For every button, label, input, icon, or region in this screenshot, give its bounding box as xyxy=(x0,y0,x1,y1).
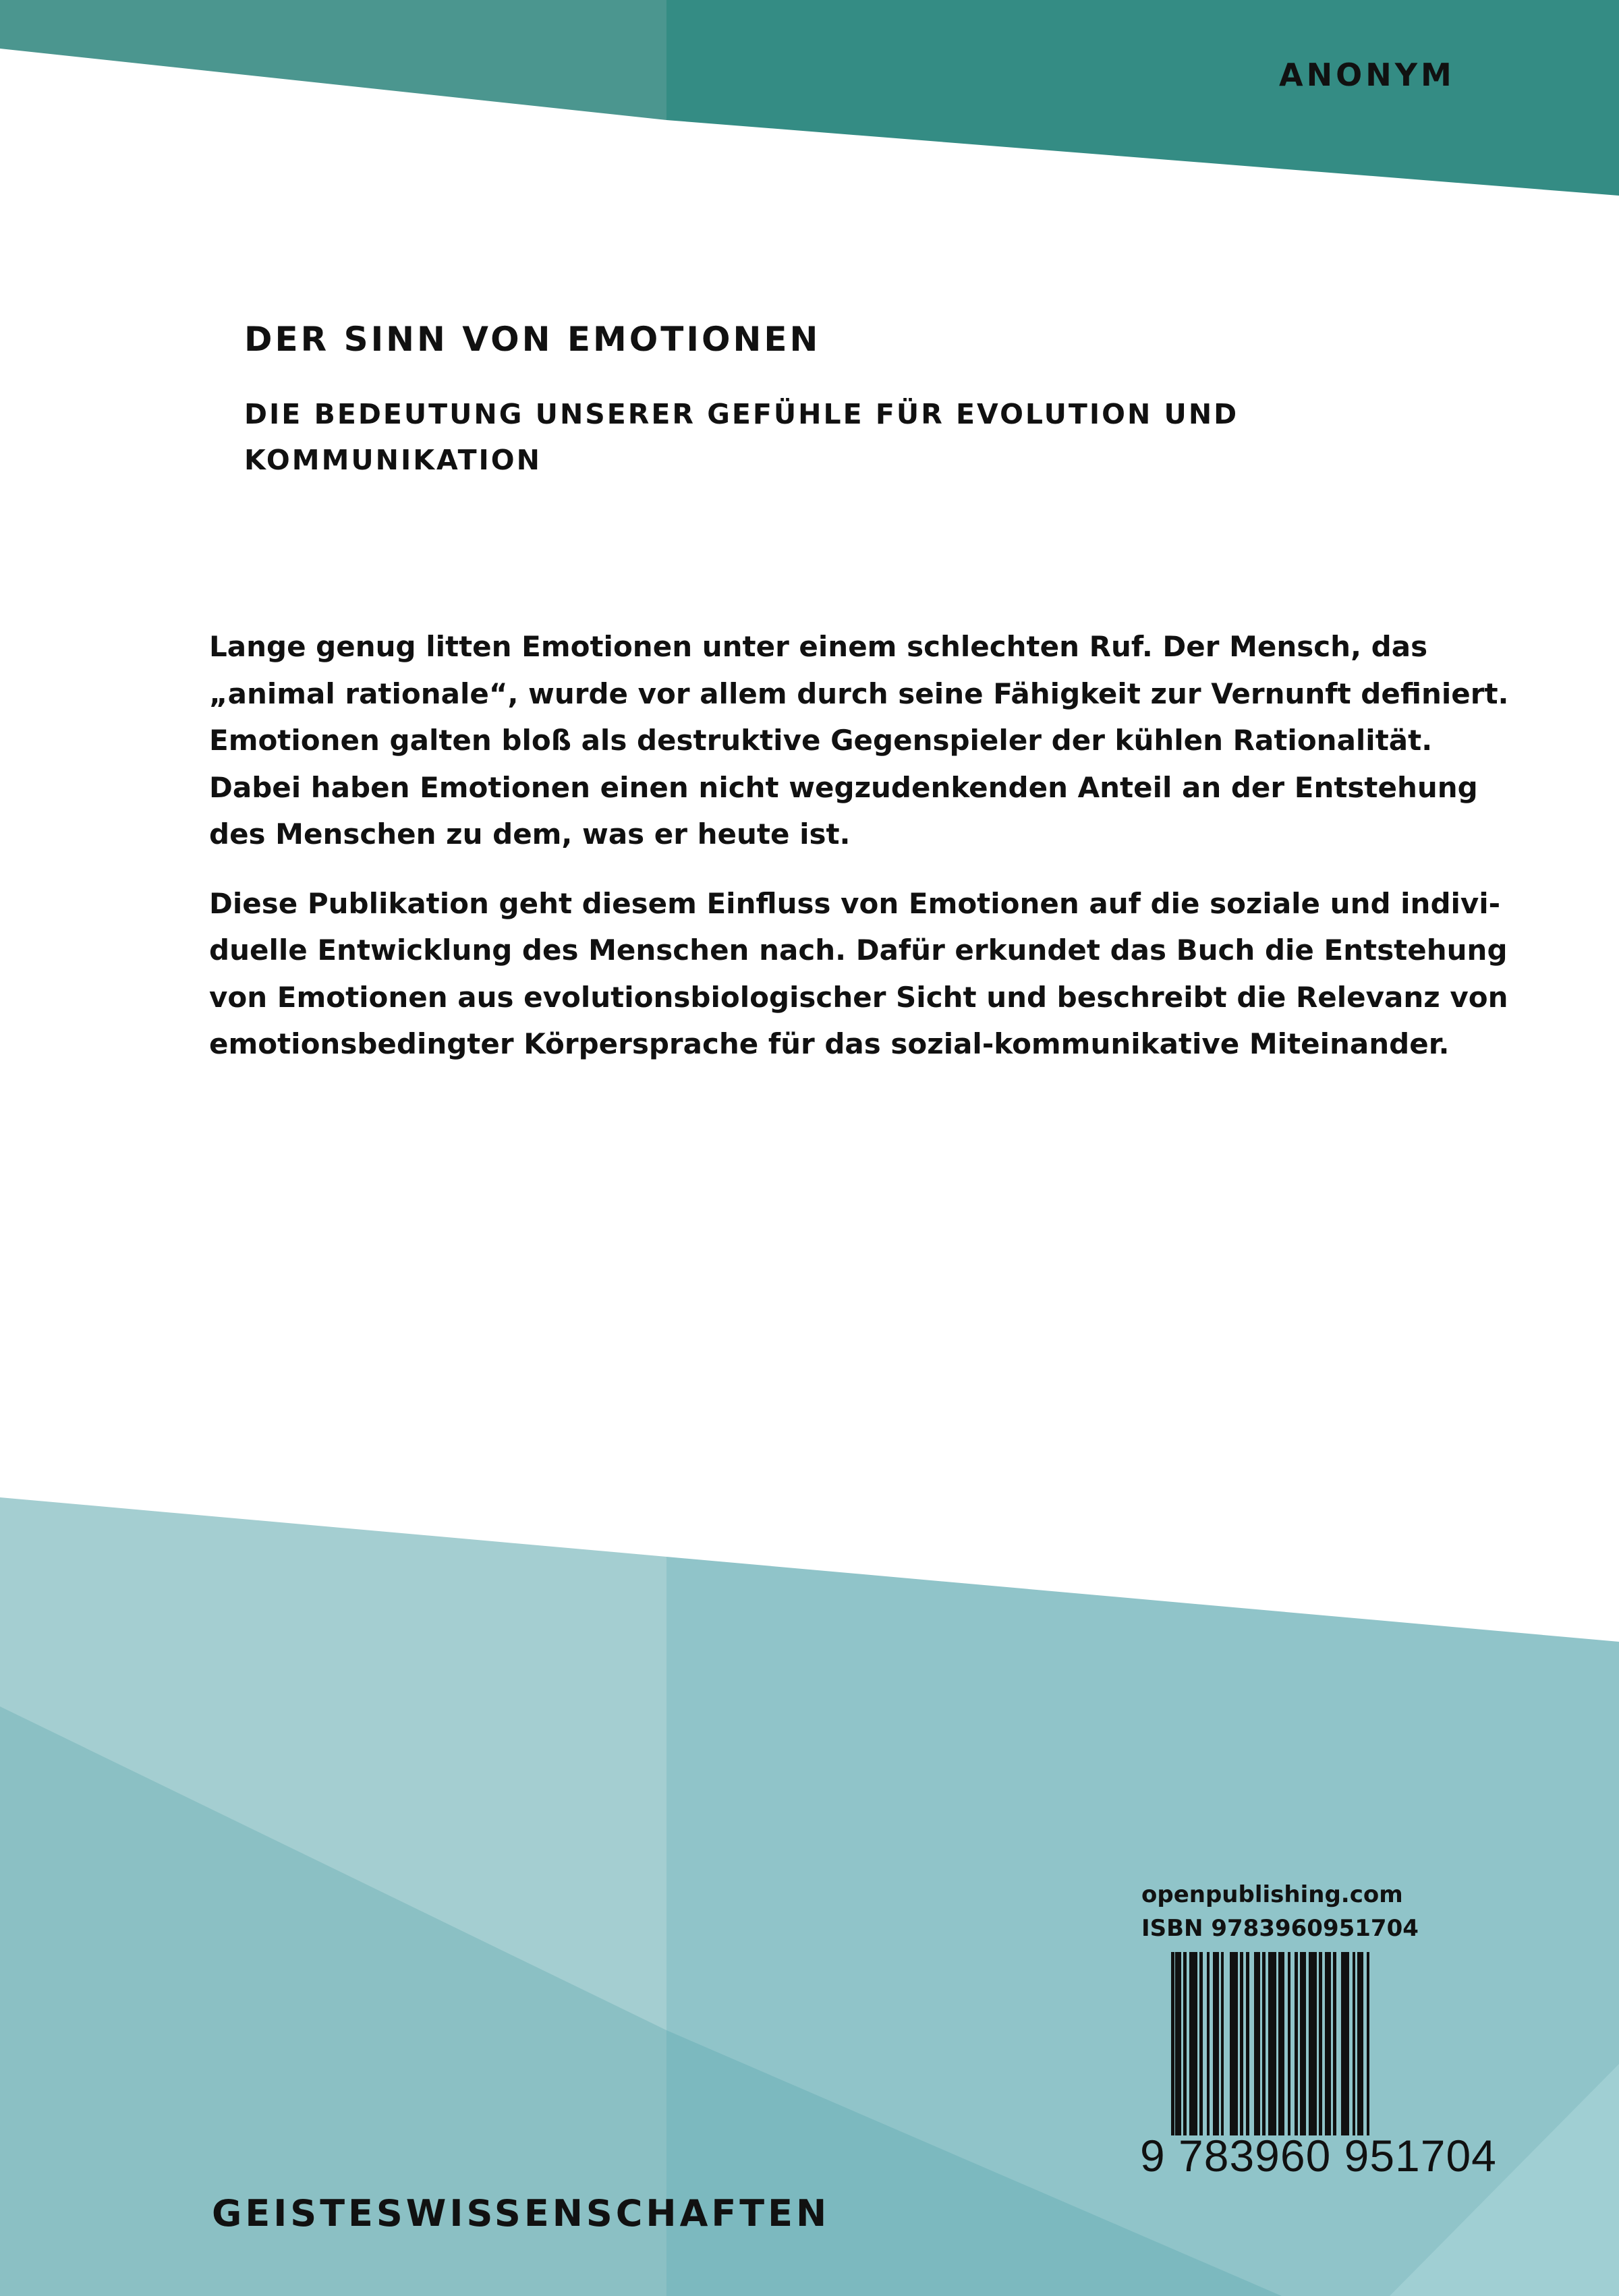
barcode-bar xyxy=(1183,1952,1187,2135)
barcode-bar xyxy=(1189,1952,1197,2135)
barcode-bar xyxy=(1341,1952,1349,2135)
barcode-bar xyxy=(1309,1952,1317,2135)
barcode-bar xyxy=(1230,1952,1238,2135)
isbn-barcode xyxy=(1171,1952,1516,2135)
book-title: DER SINN VON EMOTIONEN xyxy=(244,320,821,359)
barcode-bar xyxy=(1240,1952,1243,2135)
barcode-bar xyxy=(1295,1952,1298,2135)
blurb-line: Diese Publikation geht diesem Einfluss von Emotionen auf die soziale und indivi- xyxy=(209,886,1501,920)
barcode-bar xyxy=(1357,1952,1363,2135)
barcode-digits: 9 783960 951704 xyxy=(1140,2131,1497,2181)
blurb-line: „animal rationale“, wurde vor allem durch seine Fähigkeit zur Vernunft definiert. xyxy=(209,677,1509,710)
barcode-bar xyxy=(1278,1952,1284,2135)
blurb-line: Emotionen galten bloß als destruktive Gegenspieler der kühlen Rationalität. xyxy=(209,724,1433,757)
blurb-paragraph xyxy=(209,623,1509,858)
barcode-bar xyxy=(1300,1952,1306,2135)
barcode-bar xyxy=(1171,1952,1174,2135)
barcode-bar xyxy=(1353,1952,1356,2135)
barcode-bar xyxy=(1207,1952,1210,2135)
blurb-line: Dabei haben Emotionen einen nicht wegzudenkenden Anteil an der Entstehung xyxy=(209,770,1478,804)
blurb-line: duelle Entwicklung des Menschen nach. Dafür erkundet das Buch die Entstehung xyxy=(209,934,1508,967)
barcode-bar xyxy=(1262,1952,1266,2135)
barcode-bar xyxy=(1246,1952,1249,2135)
publisher-website: openpublishing.com xyxy=(1141,1881,1403,1908)
isbn-label: ISBN 9783960951704 xyxy=(1141,1915,1419,1942)
author-name: ANONYM xyxy=(1279,57,1455,93)
blurb-line: des Menschen zu dem, was er heute ist. xyxy=(209,817,851,851)
barcode-bar xyxy=(1319,1952,1322,2135)
barcode-bar xyxy=(1254,1952,1260,2135)
barcode-bar xyxy=(1288,1952,1291,2135)
blurb xyxy=(209,623,1509,1090)
subtitle-line: KOMMUNIKATION xyxy=(244,444,542,476)
barcode-bar xyxy=(1325,1952,1331,2135)
subtitle-line: DIE BEDEUTUNG UNSERER GEFÜHLE FÜR EVOLUTION UND xyxy=(244,398,1239,430)
top-band-left xyxy=(0,0,666,120)
barcode-bar xyxy=(1199,1952,1203,2135)
top-band-right xyxy=(666,0,1619,196)
book-subtitle xyxy=(244,391,1256,483)
blurb-line: Lange genug litten Emotionen unter einem schlechten Ruf. Der Mensch, das xyxy=(209,630,1428,663)
barcode-bar xyxy=(1268,1952,1276,2135)
blurb-line: von Emotionen aus evolutionsbiologischer Sicht und beschreibt die Relevanz von xyxy=(209,980,1508,1014)
barcode-bar xyxy=(1213,1952,1219,2135)
publisher-info xyxy=(1141,1878,1419,1945)
barcode-bar xyxy=(1333,1952,1336,2135)
barcode-bar xyxy=(1367,1952,1370,2135)
category-label: GEISTESWISSENSCHAFTEN xyxy=(212,2192,830,2235)
barcode-bar xyxy=(1221,1952,1224,2135)
barcode-bar xyxy=(1175,1952,1181,2135)
blurb-line: emotionsbedingter Körpersprache für das sozial-kommunikative Miteinander. xyxy=(209,1027,1450,1060)
blurb-paragraph xyxy=(209,880,1508,1068)
